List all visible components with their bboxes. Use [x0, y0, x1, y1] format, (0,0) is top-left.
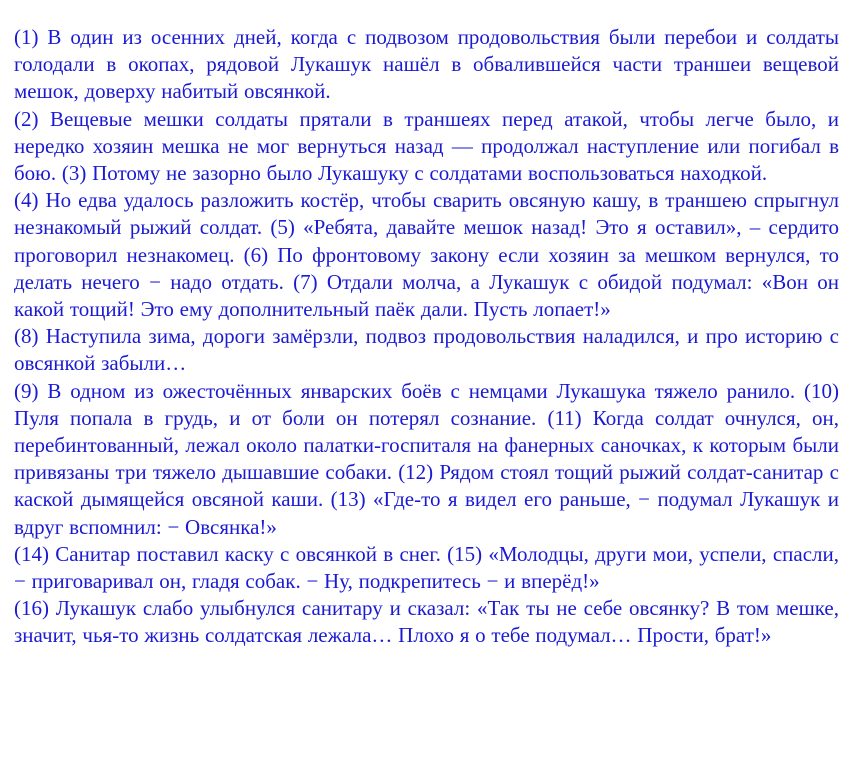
- paragraph-5: (9) В одном из ожесточённых январских боёв с немцами Лукашука тяжело ранило. (10) Пуля попала в грудь, и от боли он потерял сознание. (11) Когда солдат очнулся, он, перебинтованный, лежал около палатки-госпиталя на фанерных саночках, к которым были привязаны три тяжело дышавшие собаки. (12) Рядом стоял тощий рыжий солдат-санитар с каской дымящейся овсяной каши. (13) «Где-то я видел его раньше, − подумал Лукашук и вдруг вспомнил: − Овсянка!»: [14, 378, 839, 539]
- paragraph-7: (16) Лукашук слабо улыбнулся санитару и сказал: «Так ты не себе овсянку? В том мешке, значит, чья-то жизнь солдатская лежала… Плохо я о тебе подумал… Прости, брат!»: [14, 596, 839, 648]
- paragraph-4: (8) Наступила зима, дороги замёрзли, подвоз продовольствия наладился, и про историю с овсянкой забыли…: [14, 324, 839, 376]
- paragraph-6: (14) Санитар поставил каску с овсянкой в снег. (15) «Молодцы, други мои, успели, спасли, − приговаривал он, гладя собак. − Ну, подкрепитесь − и вперёд!»: [14, 541, 839, 594]
- paragraph-2: (2) Вещевые мешки солдаты прятали в траншеях перед атакой, чтобы легче было, и нередко хозяин мешка не мог вернуться назад — продолжал наступление или погибал в бою. (3) Потому не зазорно было Лукашуку с солдатами воспользоваться находкой.: [14, 106, 839, 186]
- paragraph-3: (4) Но едва удалось разложить костёр, чтобы сварить овсяную кашу, в траншею спрыгнул незнакомый рыжий солдат. (5) «Ребята, давайте мешок назад! Это я оставил», – сердито проговорил незнакомец. (6) По фронтовому закону если хозяин за мешком вернулся, то делать нечего − надо отдать. (7) Отдали молча, а Лукашук с обидой подумал: «Вон он какой тощий! Это ему дополнительный паёк дали. Пусть лопает!»: [14, 188, 839, 322]
- paragraph-1: (1) В один из осенних дней, когда с подвозом продовольствия были перебои и солдаты голодали в окопах, рядовой Лукашук нашёл в обвалившейся части траншеи вещевой мешок, доверху набитый овсянкой.: [14, 25, 839, 104]
